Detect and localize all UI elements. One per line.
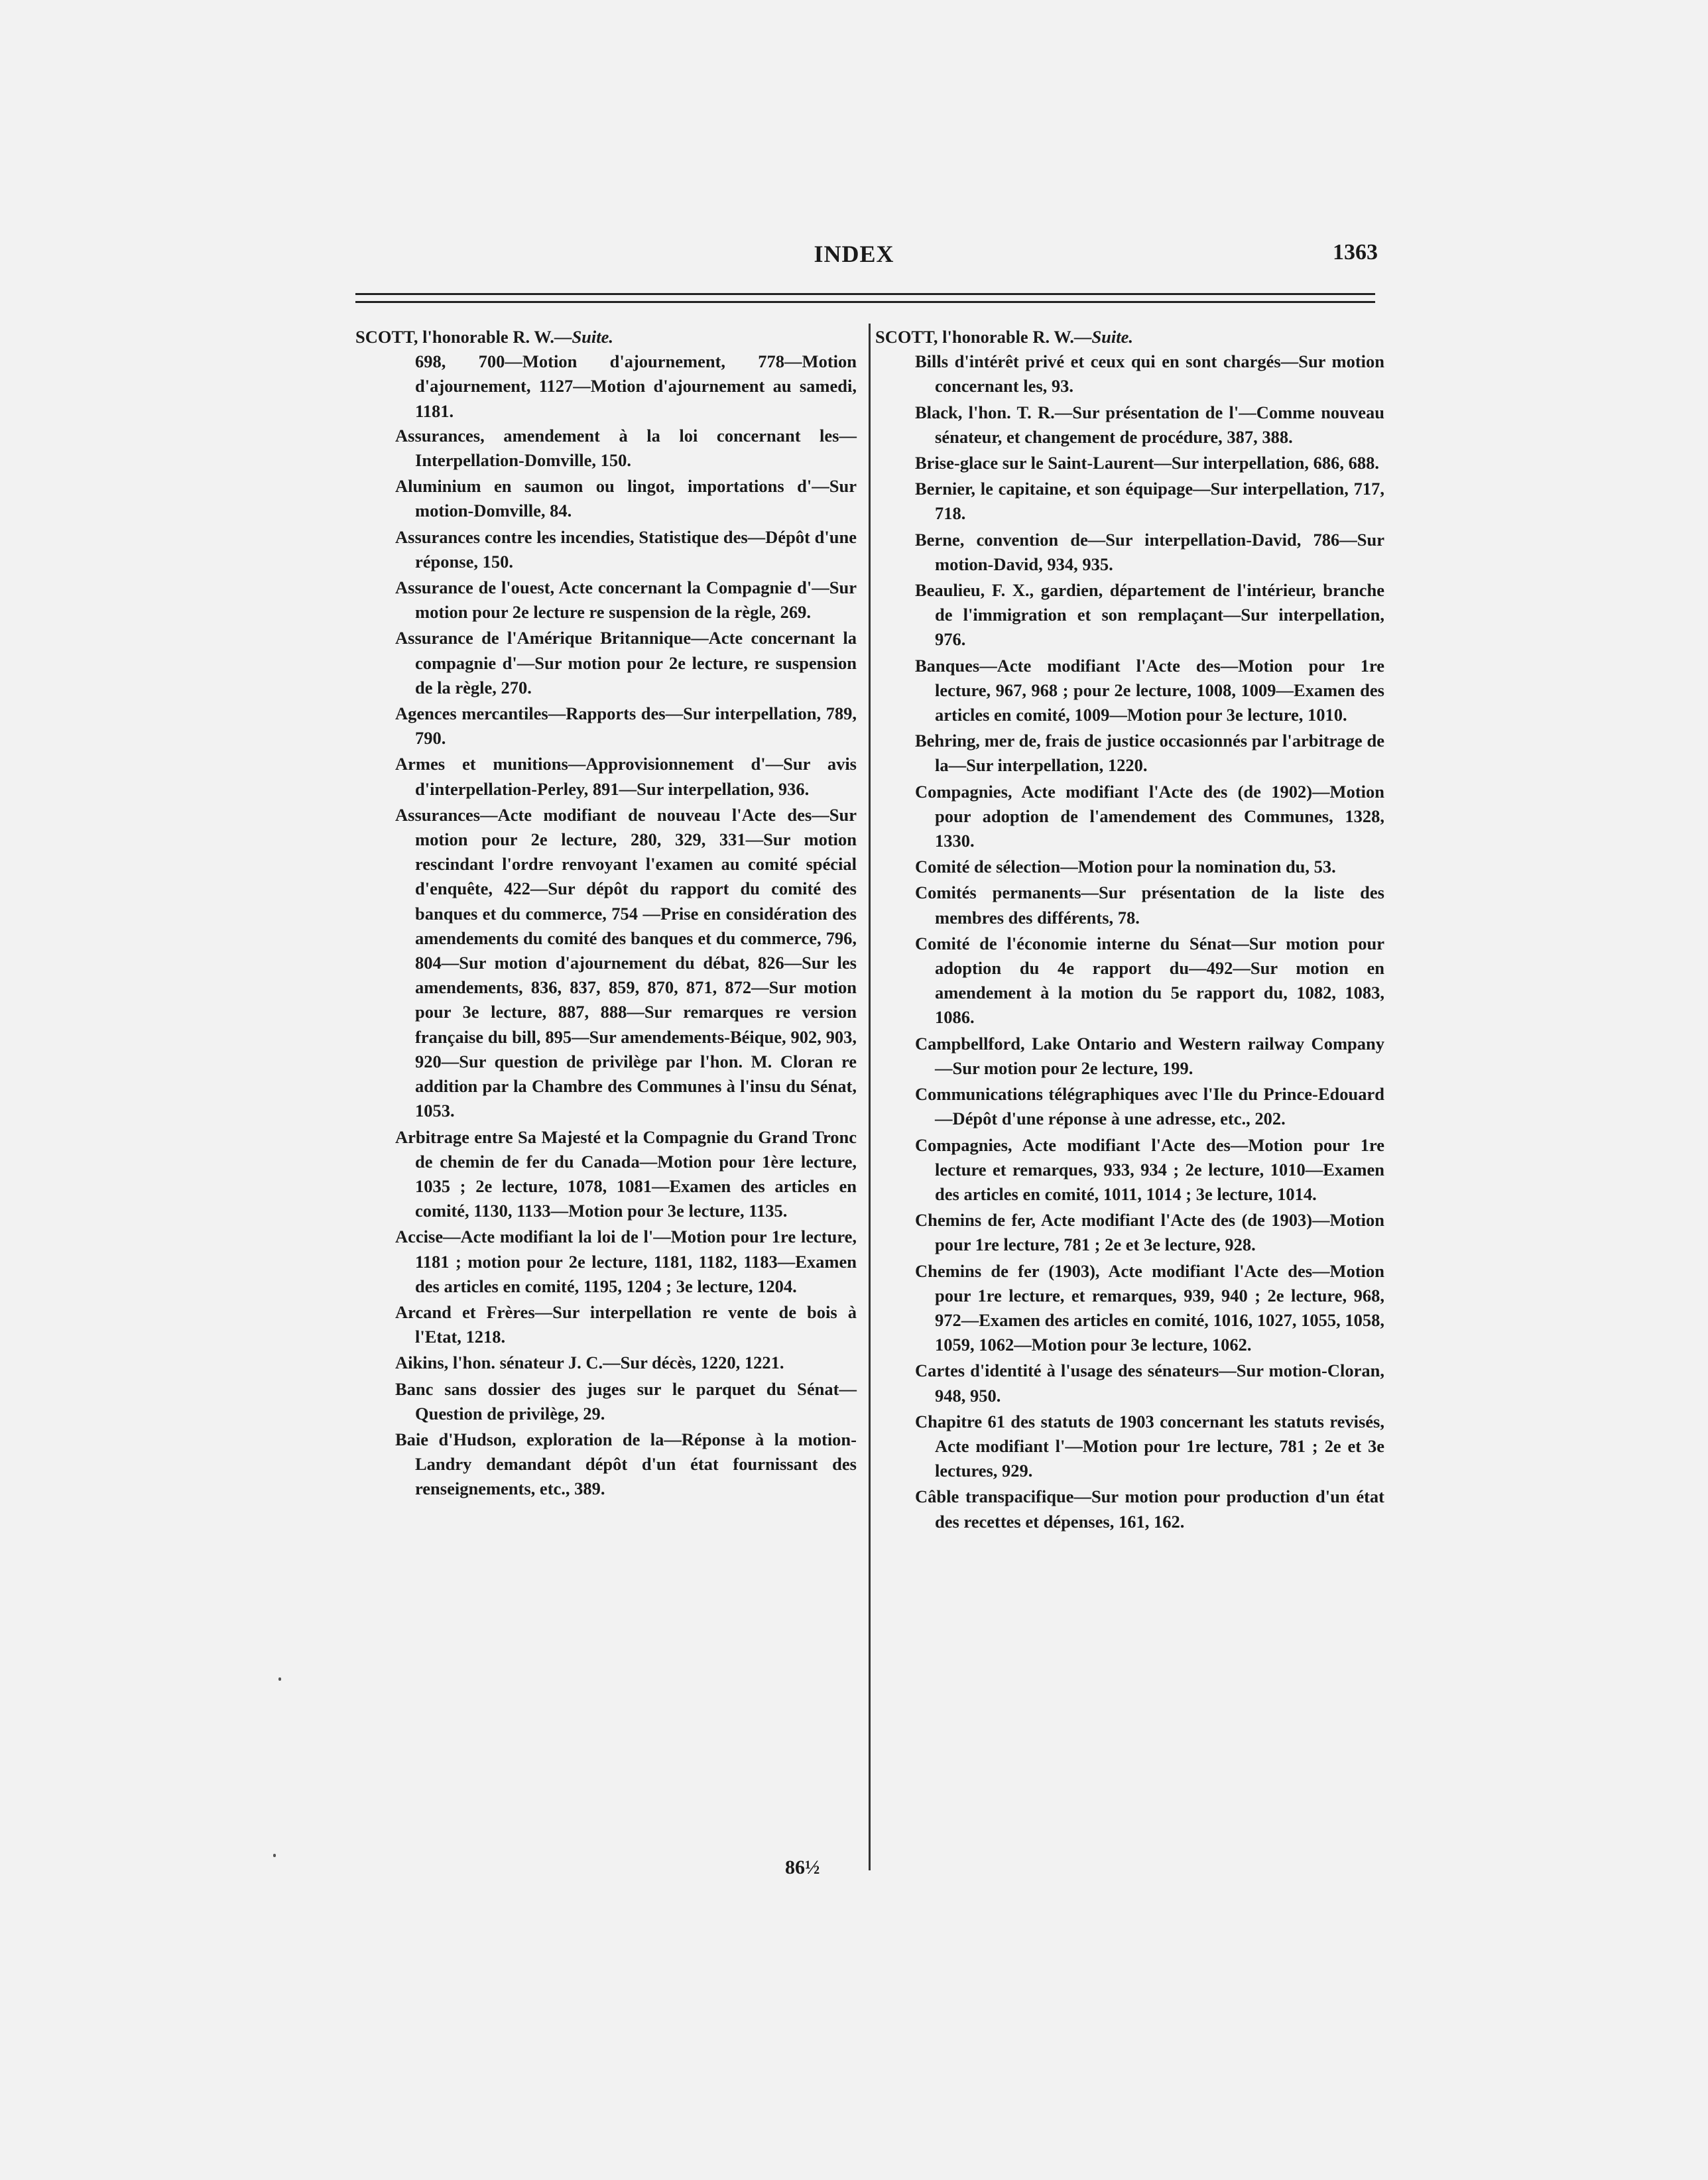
index-entry: Campbellford, Lake Ontario and Western railway Company—Sur motion pour 2e lecture, 199. bbox=[915, 1033, 1384, 1078]
index-entry: Banques—Acte modifiant l'Acte des—Motion pour 1re lecture, 967, 968 ; pour 2e lecture, 1008, 1009—Examen des articles en comité, 1009—Motion pour 3e lecture, 1010. bbox=[915, 655, 1384, 725]
scan-speck bbox=[273, 1854, 276, 1857]
left-heading-suite: Suite. bbox=[572, 327, 614, 347]
header-rule-top bbox=[355, 293, 1375, 295]
index-entry: Aikins, l'hon. sénateur J. C.—Sur décès, 1220, 1221. bbox=[395, 1353, 784, 1373]
index-entry: Bills d'intérêt privé et ceux qui en sont chargés—Sur motion concernant les, 93. bbox=[915, 351, 1384, 396]
index-entry: Câble transpacifique—Sur motion pour production d'un état des recettes et dépenses, 161, 162. bbox=[915, 1486, 1384, 1532]
index-entry: Behring, mer de, frais de justice occasionnés par l'arbitrage de la—Sur interpellation, 1220. bbox=[915, 731, 1384, 776]
index-entry: Arbitrage entre Sa Majesté et la Compagnie du Grand Tronc de chemin de fer du Canada—Motion pour 1ère lecture, 1035 ; 2e lecture, 1078, 1081—Examen des articles en comité, 1130, 1133—Motion pour 3e lecture, 1135. bbox=[395, 1126, 857, 1221]
column-divider bbox=[869, 324, 871, 1870]
index-entry: Accise—Acte modifiant la loi de l'—Motion pour 1re lecture, 1181 ; motion pour 2e lecture, 1181, 1182, 1183—Examen des articles en comité, 1195, 1204 ; 3e lecture, 1204. bbox=[395, 1227, 857, 1296]
index-entry: Berne, convention de—Sur interpellation-David, 786—Sur motion-David, 934, 935. bbox=[915, 529, 1384, 574]
left-entry-list bbox=[355, 424, 857, 1502]
index-entry: Armes et munitions—Approvisionnement d'—Sur avis d'interpellation-Perley, 891—Sur interpellation, 936. bbox=[395, 754, 857, 799]
right-column bbox=[875, 325, 1384, 1536]
right-entry-list bbox=[875, 349, 1384, 1534]
index-entry: Arcand et Frères—Sur interpellation re vente de bois à l'Etat, 1218. bbox=[395, 1302, 857, 1347]
scan-speck bbox=[278, 1677, 281, 1681]
signature-mark: 86½ bbox=[785, 1856, 820, 1878]
index-entry: Baie d'Hudson, exploration de la—Réponse à la motion-Landry demandant dépôt d'un état fournissant des renseignements, etc., 389. bbox=[395, 1429, 857, 1499]
page-title: INDEX bbox=[814, 241, 894, 267]
index-entry: Brise-glace sur le Saint-Laurent—Sur interpellation, 686, 688. bbox=[915, 453, 1380, 473]
index-entry: Assurance de l'ouest, Acte concernant la Compagnie d'—Sur motion pour 2e lecture re suspension de la règle, 269. bbox=[395, 577, 857, 623]
index-entry: Chapitre 61 des statuts de 1903 concernant les statuts revisés, Acte modifiant l'—Motion pour 1re lecture, 781 ; 2e et 3e lectures, 929. bbox=[915, 1411, 1384, 1481]
index-entry: Assurances—Acte modifiant de nouveau l'Acte des—Sur motion pour 2e lecture, 280, 329, 331—Sur motion rescindant l'ordre renvoyant l'examen au comité spécial d'enquête, 422—Sur dépôt du rapport du comité des banques et du commerce, 754 —Prise en considération des amendements du comité des banques et du commerce, 796, 804—Sur motion d'ajournement du débat, 826—Sur les amendements, 836, 837, 859, 870, 871, 872—Sur motion pour 3e lecture, 887, 888—Sur remarques re version française du bill, 895—Sur amendements-Béique, 902, 903, 920—Sur question de privilège par l'hon. M. Cloran re addition par la Chambre des Communes à l'insu du Sénat, 1053. bbox=[395, 804, 857, 1121]
right-heading-suite: Suite. bbox=[1091, 327, 1134, 347]
left-column bbox=[355, 325, 857, 1503]
right-heading-name: SCOTT, l'honorable R. W.— bbox=[875, 327, 1092, 347]
index-entry: Agences mercantiles—Rapports des—Sur interpellation, 789, 790. bbox=[395, 703, 857, 749]
right-column-heading bbox=[875, 325, 1384, 349]
index-entry: Assurances contre les incendies, Statistique des—Dépôt d'une réponse, 150. bbox=[395, 526, 857, 572]
left-continuation: 698, 700—Motion d'ajournement, 778—Motion d'ajournement, 1127—Motion d'ajournement au samedi, 1181. bbox=[415, 351, 857, 421]
index-entry: Compagnies, Acte modifiant l'Acte des (de 1902)—Motion pour adoption de l'amendement des Communes, 1328, 1330. bbox=[915, 781, 1384, 851]
header-rule-bottom bbox=[355, 301, 1375, 303]
index-entry: Comité de l'économie interne du Sénat—Sur motion pour adoption du 4e rapport du—492—Sur motion en amendement à la motion du 5e rapport du, 1082, 1083, 1086. bbox=[915, 933, 1384, 1028]
index-entry: Assurances, amendement à la loi concernant les—Interpellation-Domville, 150. bbox=[395, 425, 857, 471]
index-entry: Black, l'hon. T. R.—Sur présentation de l'—Comme nouveau sénateur, et changement de procédure, 387, 388. bbox=[915, 402, 1384, 447]
index-entry: Aluminium en saumon ou lingot, importations d'—Sur motion-Domville, 84. bbox=[395, 476, 857, 521]
left-column-heading bbox=[355, 325, 857, 349]
index-entry: Cartes d'identité à l'usage des sénateurs—Sur motion-Cloran, 948, 950. bbox=[915, 1361, 1384, 1406]
index-entry: Banc sans dossier des juges sur le parquet du Sénat—Question de privilège, 29. bbox=[395, 1378, 857, 1423]
index-entry: Bernier, le capitaine, et son équipage—Sur interpellation, 717, 718. bbox=[915, 479, 1384, 524]
index-entry: Beaulieu, F. X., gardien, département de l'intérieur, branche de l'immigration et son remplaçant—Sur interpellation, 976. bbox=[915, 580, 1384, 650]
page-number: 1363 bbox=[1333, 240, 1378, 265]
index-entry: Communications télégraphiques avec l'Ile du Prince-Edouard—Dépôt d'une réponse à une adresse, etc., 202. bbox=[915, 1084, 1384, 1129]
index-entry: Chemins de fer, Acte modifiant l'Acte des (de 1903)—Motion pour 1re lecture, 781 ; 2e et 3e lecture, 928. bbox=[915, 1210, 1384, 1255]
index-entry: Assurance de l'Amérique Britannique—Acte concernant la compagnie d'—Sur motion pour 2e lecture, re suspension de la règle, 270. bbox=[395, 628, 857, 697]
index-entry: Comités permanents—Sur présentation de la liste des membres des différents, 78. bbox=[915, 882, 1384, 928]
left-heading-name: SCOTT, l'honorable R. W.— bbox=[355, 327, 572, 347]
index-entry: Compagnies, Acte modifiant l'Acte des—Motion pour 1re lecture et remarques, 933, 934 ; 2e lecture, 1010—Examen des articles en comité, 1011, 1014 ; 3e lecture, 1014. bbox=[915, 1134, 1384, 1204]
index-entry: Comité de sélection—Motion pour la nomination du, 53. bbox=[915, 857, 1336, 877]
index-entry: Chemins de fer (1903), Acte modifiant l'Acte des—Motion pour 1re lecture, et remarques, 939, 940 ; 2e lecture, 968, 972—Examen des articles en comité, 1016, 1027, 1055, 1058, 1059, 1062—Motion pour 3e lecture, 1062. bbox=[915, 1260, 1384, 1355]
